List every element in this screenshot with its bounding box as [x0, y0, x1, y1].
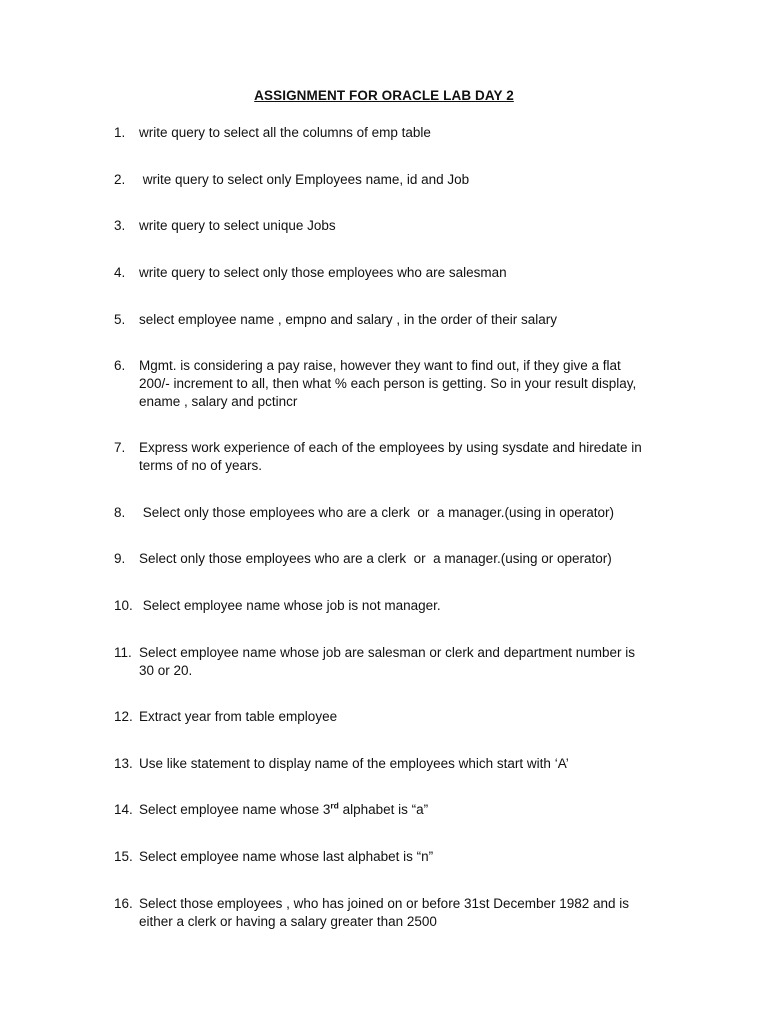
- question-4: [114, 264, 674, 282]
- question-number: 14.: [114, 802, 133, 817]
- question-text-line: either a clerk or having a salary greater than 2500: [139, 914, 437, 929]
- question-10: [114, 597, 674, 615]
- question-text: Extract year from table employee: [139, 709, 338, 724]
- question-3: [114, 217, 674, 235]
- question-number: 8.: [114, 505, 126, 520]
- question-text: Select only those employees who are a clerk or a manager.(using or operator): [139, 551, 612, 566]
- question-text: Select employee name whose job is not manager.: [139, 598, 441, 613]
- question-number: 16.: [114, 896, 133, 911]
- question-number: 6.: [114, 358, 126, 373]
- question-text-line: Select those employees , who has joined on or before 31st December 1982 and is: [139, 896, 630, 911]
- question-6: [114, 357, 674, 411]
- question-text-line: Express work experience of each of the employees by using sysdate and hiredate in: [139, 440, 642, 455]
- question-number: 4.: [114, 265, 126, 280]
- question-text: write query to select all the columns of emp table: [139, 125, 431, 140]
- question-number: 12.: [114, 709, 133, 724]
- question-9: [114, 550, 674, 568]
- question-text: select employee name , empno and salary , in the order of their salary: [139, 312, 557, 327]
- question-text: write query to select only those employees who are salesman: [139, 265, 507, 280]
- question-2: [114, 171, 674, 189]
- document-title: ASSIGNMENT FOR ORACLE LAB DAY 2: [254, 88, 514, 103]
- question-text-line: Select employee name whose job are salesman or clerk and department number is: [139, 645, 636, 660]
- question-15: [114, 848, 674, 866]
- question-text-line: ename , salary and pctincr: [139, 394, 298, 409]
- question-number: 2.: [114, 172, 126, 187]
- question-number: 11.: [114, 645, 132, 660]
- question-number: 15.: [114, 849, 133, 864]
- ordinal-superscript: rd: [330, 800, 339, 811]
- question-text-line: terms of no of years.: [139, 458, 263, 473]
- question-number: 1.: [114, 125, 126, 140]
- question-text: write query to select unique Jobs: [139, 218, 336, 233]
- question-text-after: alphabet is “a”: [338, 802, 429, 817]
- question-5: [114, 311, 674, 329]
- question-number: 13.: [114, 756, 133, 771]
- question-number: 9.: [114, 551, 126, 566]
- question-text-line: 30 or 20.: [139, 663, 193, 678]
- question-text-line: Mgmt. is considering a pay raise, however they want to find out, if they give a flat: [139, 358, 621, 373]
- question-text-before: Select employee name whose 3: [139, 802, 331, 817]
- question-1: [114, 124, 674, 142]
- question-text: Select only those employees who are a clerk or a manager.(using in operator): [139, 505, 614, 520]
- question-number: 5.: [114, 312, 126, 327]
- question-12: [114, 708, 674, 726]
- question-14: [114, 801, 674, 819]
- question-16: [114, 895, 674, 931]
- question-number: 7.: [114, 440, 126, 455]
- question-number: 10.: [114, 598, 133, 613]
- question-text: write query to select only Employees name, id and Job: [139, 172, 470, 187]
- question-number: 3.: [114, 218, 126, 233]
- question-text-line: 200/- increment to all, then what % each person is getting. So in your result display,: [139, 376, 637, 391]
- question-13: [114, 755, 674, 773]
- question-11: [114, 644, 674, 680]
- question-8: [114, 504, 674, 522]
- question-text: Select employee name whose last alphabet is “n”: [139, 849, 434, 864]
- question-7: [114, 439, 674, 475]
- question-text: Use like statement to display name of the employees which start with ‘A’: [139, 756, 569, 771]
